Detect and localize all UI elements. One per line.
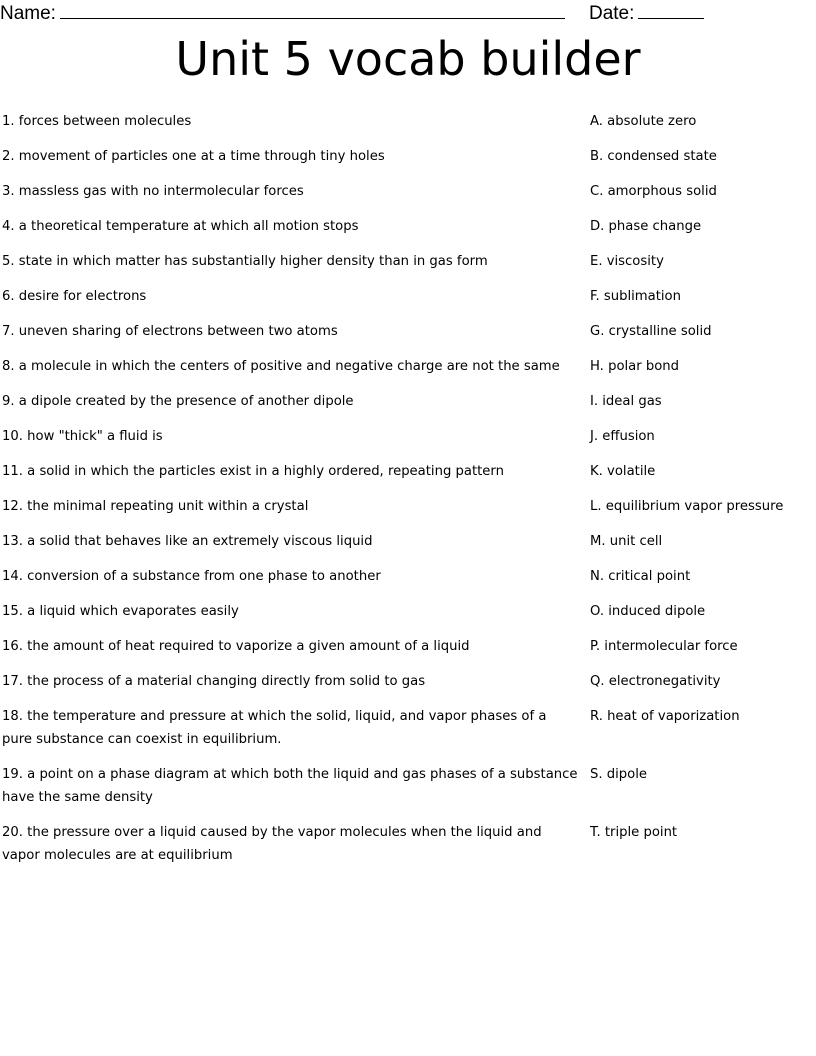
- question-item[interactable]: 17. the process of a material changing directly from solid to gas: [2, 674, 426, 689]
- answer-option[interactable]: K. volatile: [590, 464, 656, 479]
- question-item[interactable]: 11. a solid in which the particles exist in a highly ordered, repeating pattern: [2, 464, 504, 479]
- matching-row: [2, 320, 816, 343]
- question-item[interactable]: 6. desire for electrons: [2, 289, 147, 304]
- answer-option[interactable]: E. viscosity: [590, 254, 664, 269]
- answer-option[interactable]: L. equilibrium vapor pressure: [590, 499, 784, 514]
- matching-row: [2, 821, 816, 867]
- answer-option[interactable]: G. crystalline solid: [590, 324, 712, 339]
- question-item[interactable]: 3. massless gas with no intermolecular forces: [2, 184, 304, 199]
- matching-row: [2, 180, 816, 203]
- answer-option[interactable]: A. absolute zero: [590, 114, 697, 129]
- name-blank-line[interactable]: [60, 0, 565, 19]
- answer-option[interactable]: O. induced dipole: [590, 604, 706, 619]
- question-item[interactable]: 15. a liquid which evaporates easily: [2, 604, 239, 619]
- question-item[interactable]: 19. a point on a phase diagram at which both the liquid and gas phases of a substance have the same density: [2, 767, 578, 805]
- answer-option[interactable]: F. sublimation: [590, 289, 681, 304]
- question-item[interactable]: 9. a dipole created by the presence of another dipole: [2, 394, 354, 409]
- answer-option[interactable]: S. dipole: [590, 767, 648, 782]
- answer-option[interactable]: B. condensed state: [590, 149, 717, 164]
- matching-row: [2, 145, 816, 168]
- answer-option[interactable]: M. unit cell: [590, 534, 663, 549]
- question-item[interactable]: 20. the pressure over a liquid caused by the vapor molecules when the liquid and vapor molecules are at equilibrium: [2, 825, 542, 863]
- name-label: Name:: [0, 3, 56, 24]
- matching-row: [2, 495, 816, 518]
- matching-row: [2, 355, 816, 378]
- matching-row: [2, 110, 816, 133]
- answer-option[interactable]: C. amorphous solid: [590, 184, 717, 199]
- matching-row: [2, 670, 816, 693]
- matching-row: [2, 425, 816, 448]
- matching-list: [2, 110, 816, 879]
- page-title: Unit 5 vocab builder: [175, 32, 641, 86]
- matching-row: [2, 635, 816, 658]
- question-item[interactable]: 5. state in which matter has substantially higher density than in gas form: [2, 254, 488, 269]
- answer-option[interactable]: I. ideal gas: [590, 394, 662, 409]
- question-item[interactable]: 2. movement of particles one at a time through tiny holes: [2, 149, 385, 164]
- matching-row: [2, 600, 816, 623]
- matching-row: [2, 390, 816, 413]
- answer-option[interactable]: H. polar bond: [590, 359, 680, 374]
- answer-option[interactable]: N. critical point: [590, 569, 691, 584]
- matching-row: [2, 285, 816, 308]
- question-item[interactable]: 7. uneven sharing of electrons between two atoms: [2, 324, 338, 339]
- answer-option[interactable]: J. effusion: [590, 429, 655, 444]
- matching-row: [2, 705, 816, 751]
- matching-row: [2, 565, 816, 588]
- question-item[interactable]: 1. forces between molecules: [2, 114, 192, 129]
- answer-option[interactable]: Q. electronegativity: [590, 674, 721, 689]
- question-item[interactable]: 16. the amount of heat required to vaporize a given amount of a liquid: [2, 639, 470, 654]
- date-label: Date:: [588, 3, 635, 24]
- matching-row: [2, 530, 816, 553]
- worksheet-header: [0, 0, 816, 28]
- matching-row: [2, 460, 816, 483]
- question-item[interactable]: 12. the minimal repeating unit within a crystal: [2, 499, 309, 514]
- question-item[interactable]: 13. a solid that behaves like an extremely viscous liquid: [2, 534, 373, 549]
- date-blank-line[interactable]: [638, 0, 704, 19]
- question-item[interactable]: 8. a molecule in which the centers of positive and negative charge are not the same: [2, 359, 560, 374]
- matching-row: [2, 763, 816, 809]
- question-item[interactable]: 14. conversion of a substance from one phase to another: [2, 569, 381, 584]
- answer-option[interactable]: D. phase change: [590, 219, 702, 234]
- matching-row: [2, 250, 816, 273]
- question-item[interactable]: 18. the temperature and pressure at which the solid, liquid, and vapor phases of a pure substance can coexist in equilibrium.: [2, 709, 547, 747]
- question-item[interactable]: 4. a theoretical temperature at which all motion stops: [2, 219, 359, 234]
- matching-row: [2, 215, 816, 238]
- answer-option[interactable]: P. intermolecular force: [590, 639, 738, 654]
- question-item[interactable]: 10. how "thick" a fluid is: [2, 429, 163, 444]
- answer-option[interactable]: T. triple point: [590, 825, 678, 840]
- answer-option[interactable]: R. heat of vaporization: [590, 709, 740, 724]
